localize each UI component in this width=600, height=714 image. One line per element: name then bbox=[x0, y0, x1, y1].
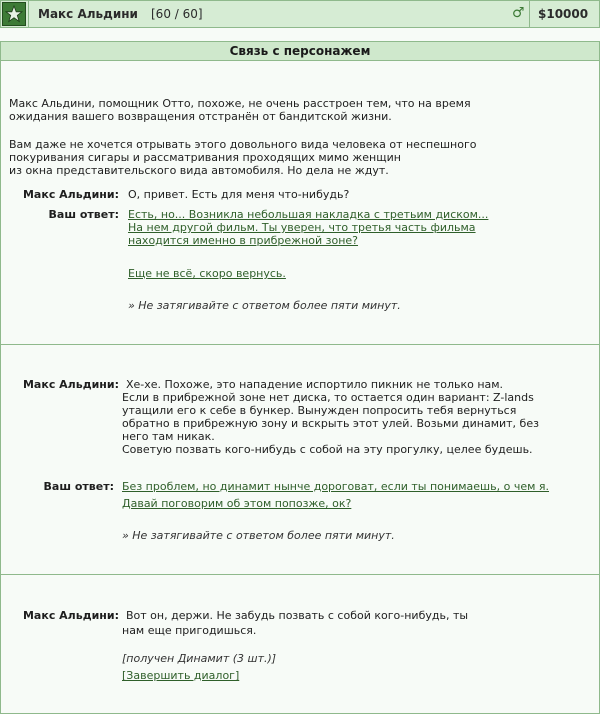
intro-text: Макс Альдини, помощник Отто, похоже, не очень расстроен тем, что на время bbox=[9, 97, 471, 110]
divider bbox=[28, 1, 29, 27]
divider bbox=[1, 344, 599, 345]
male-icon: ♂ bbox=[512, 5, 525, 21]
npc-message: Хе-хе. Похоже, это нападение испортило пикник не только нам. bbox=[126, 378, 504, 391]
npc-message: Советую позвать кого-нибудь с собой на эту прогулку, целее будешь. bbox=[122, 443, 533, 456]
npc-message: нам еще пригодишься. bbox=[122, 624, 257, 637]
npc-message: Вот он, держи. Не забудь позвать с собой кого-нибудь, ты bbox=[126, 609, 469, 622]
player-hp: [60 / 60] bbox=[151, 7, 203, 21]
answer-option-link[interactable]: На нем другой фильм. Ты уверен, что третья часть фильма bbox=[128, 221, 476, 234]
divider bbox=[529, 1, 530, 27]
divider bbox=[1, 574, 599, 575]
answer-option-link[interactable]: Давай поговорим об этом попозже, ок? bbox=[122, 497, 352, 510]
answer-option-link[interactable]: находится именно в прибрежной зоне? bbox=[128, 234, 359, 247]
intro-text: ожидания вашего возвращения отстранён от бандитской жизни. bbox=[9, 110, 392, 123]
speaker-label: Макс Альдини: bbox=[22, 188, 119, 201]
answer-option-link[interactable]: Есть, но... Возникла небольшая накладка с третьим диском... bbox=[128, 208, 489, 221]
timeout-note: » Не затягивайте с ответом более пяти минут. bbox=[122, 529, 395, 542]
intro-text: покуривания сигары и рассматривания проходящих мимо женщин bbox=[9, 151, 401, 164]
timeout-note: » Не затягивайте с ответом более пяти минут. bbox=[128, 299, 401, 312]
item-received-note: [получен Динамит (3 шт.)] bbox=[122, 652, 277, 665]
intro-text: Вам даже не хочется отрывать этого довольного вида человека от неспешного bbox=[9, 138, 477, 151]
finish-dialog-link[interactable]: [Завершить диалог] bbox=[122, 669, 240, 682]
npc-message: Если в прибрежной зоне нет диска, то остается один вариант: Z-lands bbox=[122, 391, 534, 404]
npc-message: утащили его к себе в бункер. Вынужден попросить тебя вернуться bbox=[122, 404, 517, 417]
npc-message: О, привет. Есть для меня что-нибудь? bbox=[128, 188, 350, 201]
star-logo-icon[interactable] bbox=[2, 2, 26, 26]
speaker-label: Макс Альдини: bbox=[22, 378, 119, 391]
panel-title: Связь с персонажем bbox=[1, 42, 599, 61]
npc-message: обратно в прибрежную зону и вскрыть этот улей. Возьми динамит, без bbox=[122, 417, 539, 430]
answer-label: Ваш ответ: bbox=[43, 480, 114, 493]
answer-label: Ваш ответ: bbox=[48, 208, 119, 221]
answer-option-link[interactable]: Еще не всё, скоро вернусь. bbox=[128, 267, 286, 280]
dialog-panel bbox=[0, 41, 600, 714]
intro-text: из окна представительского вида автомобиля. Но дела не ждут. bbox=[9, 164, 389, 177]
top-bar bbox=[0, 0, 600, 28]
money-amount: $10000 bbox=[538, 7, 589, 21]
speaker-label: Макс Альдини: bbox=[22, 609, 119, 622]
answer-option-link[interactable]: Без проблем, но динамит нынче дороговат, если ты понимаешь, о чем я. bbox=[122, 480, 550, 493]
player-name[interactable]: Макс Альдини bbox=[38, 7, 138, 21]
npc-message: него там никак. bbox=[122, 430, 215, 443]
